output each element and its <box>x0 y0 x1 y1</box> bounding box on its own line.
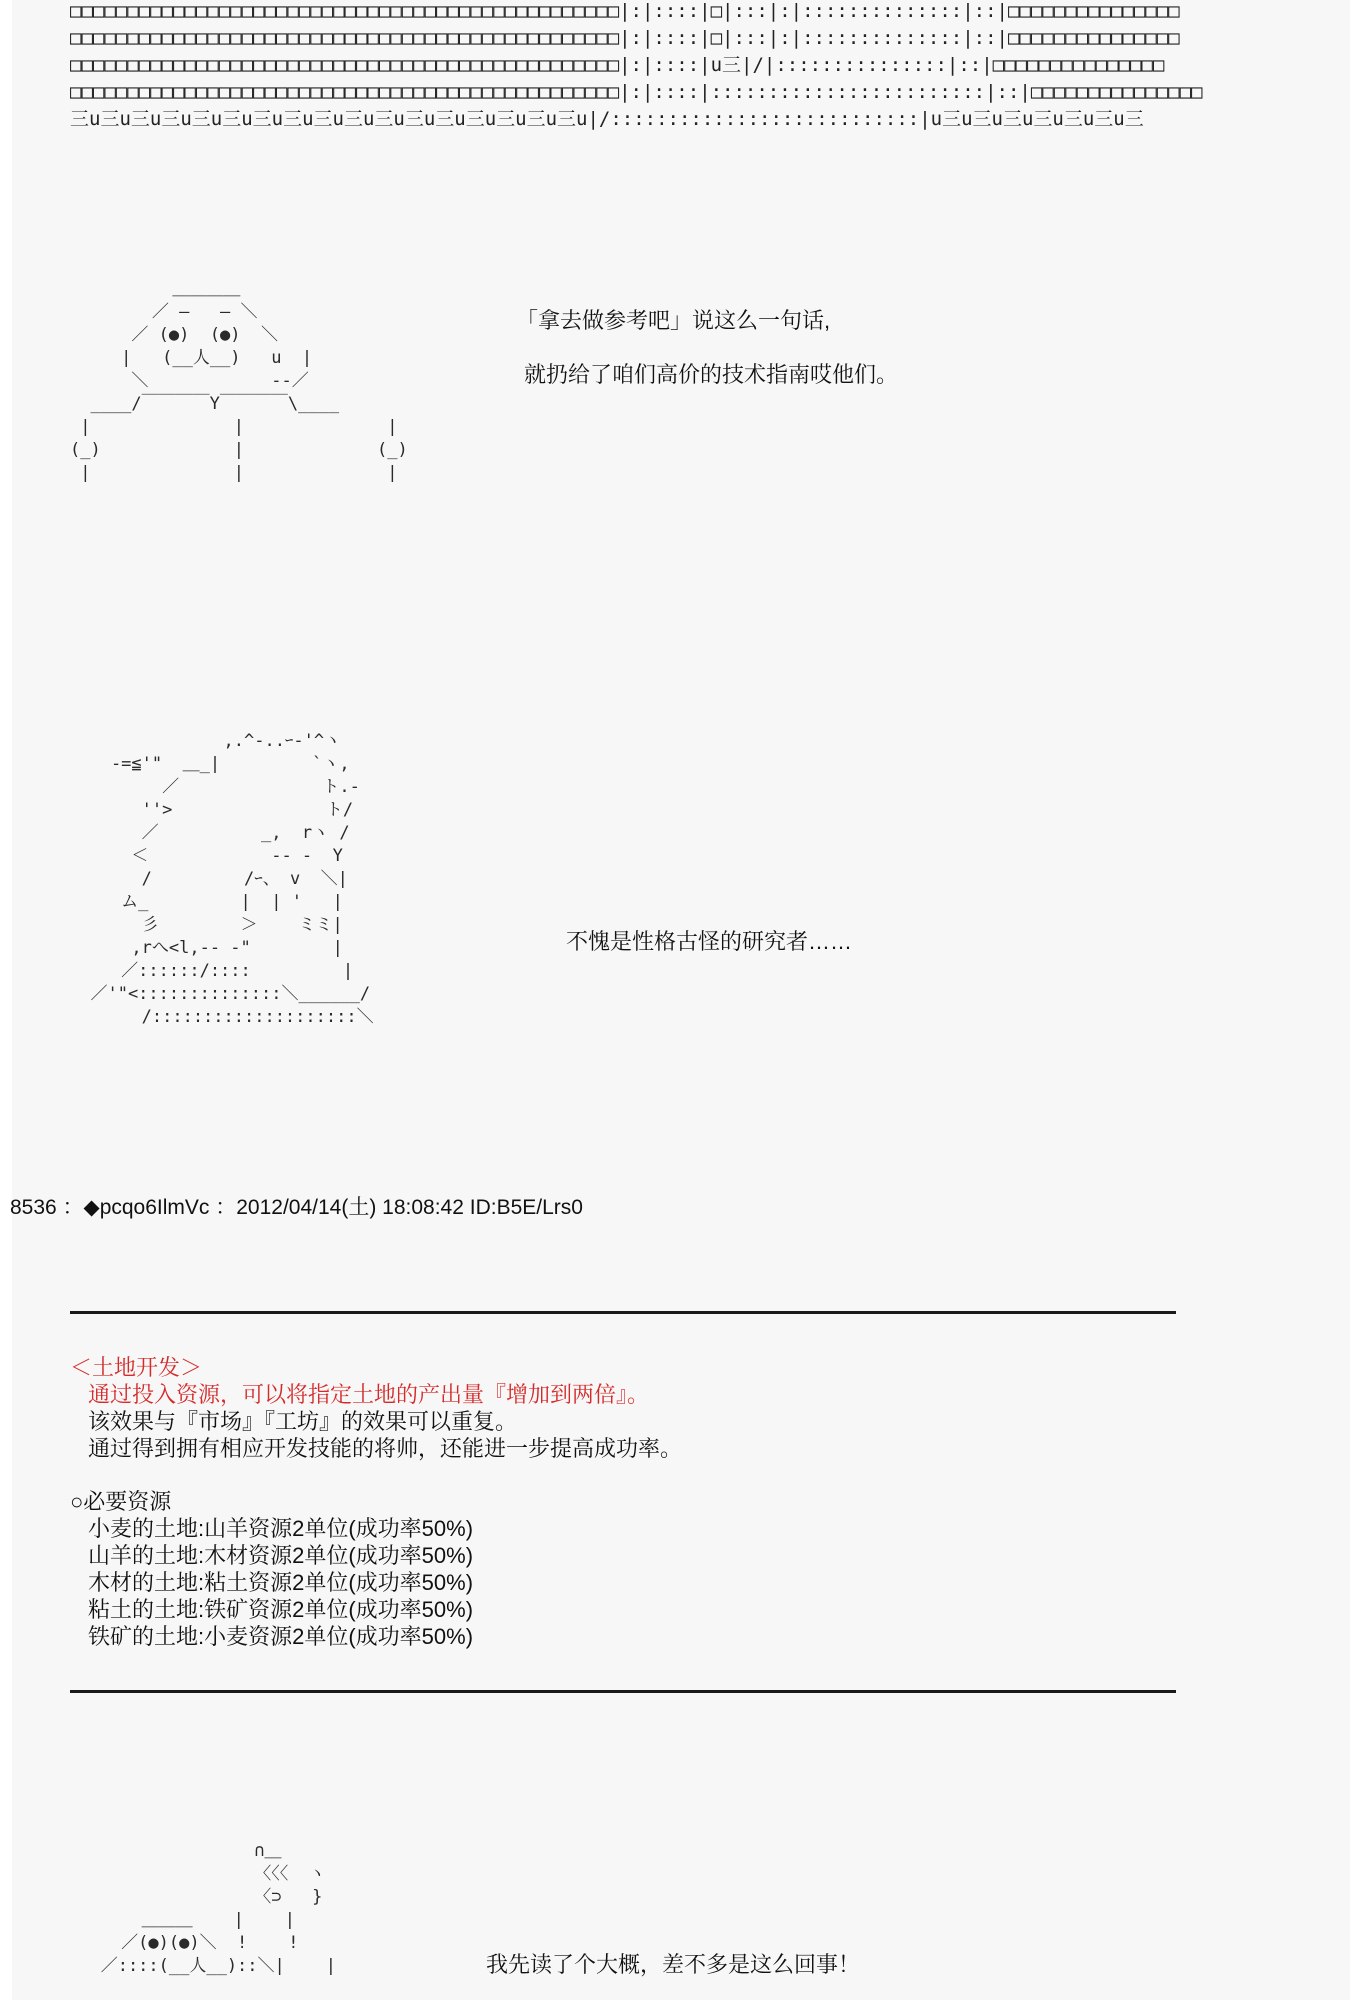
ascii-art-banner: □□□□□□□□□□□□□□□□□□□□□□□□□□□□□□□□□□□□□□□□□□□□□□□□|:|::::|□|:::|:|::::::::::::::|::|□□□□□□□□□□□□□□□ □□□□□□□□□□□□□□□□□□□□□□□□□□□□□□□□□□□□□□□□□□□□□□□□|:|::::|□|:::|:|::::::::::::::|::|□□□□□□□□□□□□□□□ □□□□□□□□□□□□□□□□□□□□□□□□□□□□□□□□□□□□□□□□□□□□□□□□|:|::::|u三|/|:::::::::::::::|::|□□□□□□□□□□□□□□□ □□□□□□□□□□□□□□□□□□□□□□□□□□□□□□□□□□□□□□□□□□□□□□□□|:|::::|::::::::::::::::::::::::|::|□□□□□□□□□□□□□□□ 三u三u三u三u三u三u三u三u三u三u三u三u三u三u三u三u三u|/:::::::::::::::::::::::::::|u三u三u三u三u三u三u三 <box>70 0 1203 130</box>
resource-item: 山羊的土地:木材资源2单位(成功率50%) <box>88 1543 474 1568</box>
resources-title: ○必要资源 <box>70 1489 172 1514</box>
ascii-art-character-profile: ,.^-..ｰ-'^ヽ -=≦'" ＿_| `ヽ, ／ ト.- ''> ト/ ／ _, rヽ / ＜ -- - Y / /ｰ、 v ＼| ム_ | | ' | 彡 ＞ ミミ| ,rへ<l,-- -" | ／::::::/:::: | ／'"<::::::::::::::＼______/ /::::::::::::::::::::＼ <box>90 731 374 1027</box>
resource-item: 小麦的土地:山羊资源2单位(成功率50%) <box>88 1516 474 1541</box>
resource-item: 粘土的土地:铁矿资源2单位(成功率50%) <box>88 1597 474 1622</box>
dialogue-line-2: 就扔给了咱们高价的技术指南哎他们。 <box>524 362 899 387</box>
post-header: 8536 ：◆pcqo6IlmVc ：2012/04/14(土) 18:08:42 ID:B5E/Lrs0 <box>10 1196 583 1219</box>
info-title: ＜土地开发＞ <box>70 1355 203 1380</box>
dialogue-line-4: 我先读了个大概，差不多是这么回事！ <box>486 1952 861 1977</box>
section-divider-bottom <box>70 1690 1176 1693</box>
ascii-art-character-yaruo-holding: ＿＿＿＿ ／ ― ― ＼ ／ (●) (●) ＼ | (__人__) u | ＼ --／ ____/￣￣￣￣Y￣￣￣￣\____ | | | (_) | (_) | | | <box>70 279 408 483</box>
dialogue-line-1: 「拿去做参考吧」说这么一句话, <box>516 308 831 333</box>
info-spacer <box>70 1462 682 1488</box>
info-line-2: 该效果与『市场』『工坊』的效果可以重复。 <box>88 1409 518 1434</box>
left-margin-strip <box>0 0 12 2000</box>
info-block <box>70 1354 682 1650</box>
resource-item: 木材的土地:粘土资源2单位(成功率50%) <box>88 1570 474 1595</box>
section-divider-top <box>70 1311 1176 1314</box>
resource-item: 铁矿的土地:小麦资源2单位(成功率50%) <box>88 1624 474 1649</box>
ascii-art-character-thumbs: ∩＿ 〈〈〈 ヽ 〈⊃ } ＿＿＿ | | ／(●)(●)＼ ! ! ／::::(__人__)::＼| | <box>100 1841 336 1976</box>
dialogue-line-3: 不愧是性格古怪的研究者…… <box>566 929 853 954</box>
info-line-3: 通过得到拥有相应开发技能的将帅，还能进一步提高成功率。 <box>88 1436 683 1461</box>
info-line-1: 通过投入资源，可以将指定土地的产出量『增加到两倍』。 <box>88 1382 650 1407</box>
